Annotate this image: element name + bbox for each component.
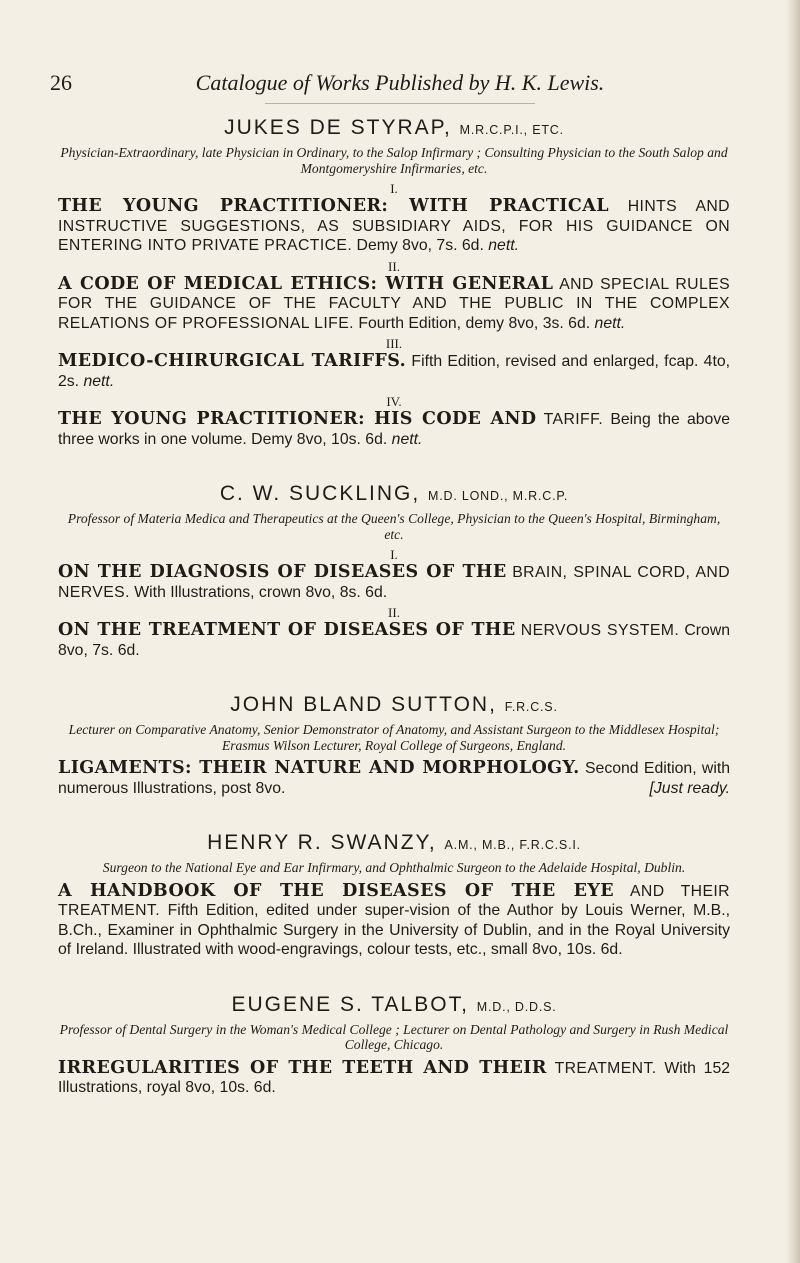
work-entry: [58, 197, 730, 256]
author-description: Lecturer on Comparative Anatomy, Senior Demonstrator of Anatomy, and Assistant Surgeon to the Middlesex Hospital; Erasmus Wilson Lecturer, Royal College of Surgeons, England.: [68, 722, 720, 753]
work-title: A CODE OF MEDICAL ETHICS: WITH GENERAL: [58, 273, 554, 294]
work-numeral: III.: [385, 336, 403, 351]
work-numeral: II.: [388, 258, 400, 274]
work-subtitle: TREATMENT.: [554, 1059, 657, 1077]
author-name-text: JUKES DE STYRAP,: [224, 116, 452, 139]
work-entry: [58, 621, 730, 660]
author-name: [58, 990, 730, 1022]
work-subtitle: AND THEIR TREATMENT.: [58, 882, 730, 919]
author-section: [58, 690, 730, 798]
catalogue-entries: [58, 113, 730, 1098]
work-entry: [58, 410, 730, 449]
work-numeral: I.: [390, 181, 398, 196]
work-note: [Just ready.: [649, 779, 730, 797]
work-note: nett.: [594, 314, 626, 332]
author-name: [58, 828, 730, 860]
work-edition-price: Being the above three works in one volume. Demy 8vo, 10s. 6d.: [58, 411, 731, 448]
work-entry: [58, 563, 730, 602]
work-edition-price: Fourth Edition, demy 8vo, 3s. 6d.: [358, 314, 591, 332]
work-note: nett.: [488, 237, 519, 254]
running-title: Catalogue of Works Published by H. K. Lewis.: [195, 70, 605, 95]
work-note: nett.: [83, 372, 115, 390]
author-name-text: C. W. SUCKLING,: [219, 482, 421, 505]
work-edition-price: Demy 8vo, 7s. 6d.: [356, 237, 484, 254]
author-credentials: A.M., M.B., F.R.C.S.I.: [444, 838, 581, 852]
author-name-text: JOHN BLAND SUTTON,: [230, 693, 497, 716]
author-description: Professor of Materia Medica and Therapeutics at the Queen's College, Physician to the Queen's Hospital, Birmingham, etc.: [67, 511, 721, 542]
work-title: ON THE DIAGNOSIS OF DISEASES OF THE: [58, 562, 507, 582]
work-entry: [58, 352, 730, 391]
section-spacer: [58, 449, 730, 479]
author-credentials: F.R.C.S.: [504, 700, 558, 714]
author-section: [58, 990, 730, 1098]
work-numeral: I.: [390, 547, 398, 562]
work-entry: [58, 759, 730, 798]
work-title: A HANDBOOK OF THE DISEASES OF THE EYE: [58, 880, 614, 901]
work-title: THE YOUNG PRACTITIONER: HIS CODE AND: [58, 409, 537, 429]
work-edition-price: With 152 Illustrations, royal 8vo, 10s. 6d.: [58, 1059, 731, 1096]
author-description: Surgeon to the National Eye and Ear Infirmary, and Ophthalmic Surgeon to the Adelaide Hospital, Dublin.: [102, 860, 686, 875]
section-spacer: [58, 960, 730, 990]
work-entry: [58, 275, 730, 334]
section-spacer: [58, 660, 730, 690]
work-numeral: II.: [388, 605, 400, 620]
work-title: LIGAMENTS: THEIR NATURE AND MORPHOLOGY.: [58, 758, 580, 778]
work-edition-price: With Illustrations, crown 8vo, 8s. 6d.: [134, 583, 388, 601]
work-numeral: IV.: [386, 394, 402, 409]
author-name: [58, 690, 730, 722]
work-subtitle: HINTS AND INSTRUCTIVE SUGGESTIONS, AS SUBSIDIARY AIDS, FOR HIS GUIDANCE ON ENTERING INTO PRIVATE PRACTICE.: [58, 198, 730, 254]
work-edition-price: Second Edition, with numerous Illustrations, post 8vo.: [58, 760, 731, 797]
author-section: [58, 479, 730, 660]
header-rule: [265, 103, 535, 104]
author-description: Professor of Dental Surgery in the Woman's Medical College ; Lecturer on Dental Pathology and Surgery in Rush Medical College, Chicago.: [59, 1021, 729, 1052]
work-edition-price: Fifth Edition, edited under super-vision of the Author by Louis Werner, M.B., B.Ch., Examiner in Ophthalmic Surgery in the University of Dublin, and in the Royal University of Ireland. Illustrated with wood-engravings, colour tests, etc., small 8vo, 10s. 6d.: [58, 902, 730, 958]
work-subtitle: AND SPECIAL RULES FOR THE GUIDANCE OF THE FACULTY AND THE PUBLIC IN THE COMPLEX RELATIONS OF PROFESSIONAL LIFE.: [58, 275, 731, 332]
author-credentials: M.R.C.P.I., ETC.: [459, 123, 564, 137]
work-subtitle: TARIFF.: [543, 411, 604, 428]
author-credentials: M.D., D.D.S.: [476, 999, 557, 1014]
work-subtitle: NERVOUS SYSTEM.: [520, 622, 680, 639]
work-note: nett.: [391, 430, 423, 448]
author-section: [58, 113, 730, 449]
work-edition-price: Fifth Edition, revised and enlarged, fcap. 4to, 2s.: [58, 353, 731, 390]
author-name: [58, 479, 730, 511]
work-title: ON THE TREATMENT OF DISEASES OF THE: [58, 620, 516, 640]
work-edition-price: Crown 8vo, 7s. 6d.: [58, 622, 731, 659]
page-header: [50, 70, 750, 100]
work-entry: [58, 1059, 730, 1098]
page-edge-shadow: [786, 0, 800, 1263]
author-name-text: EUGENE S. TALBOT,: [231, 992, 469, 1016]
work-subtitle: BRAIN, SPINAL CORD, AND NERVES.: [58, 564, 730, 601]
author-section: [58, 828, 730, 960]
page-number: 26: [50, 70, 72, 95]
work-entry: [58, 882, 730, 960]
author-name: [58, 113, 730, 145]
work-title: THE YOUNG PRACTITIONER: WITH PRACTICAL: [58, 196, 609, 216]
work-title: MEDICO-CHIRURGICAL TARIFFS.: [58, 351, 407, 371]
author-credentials: M.D. LOND., M.R.C.P.: [428, 489, 569, 503]
work-title: IRREGULARITIES OF THE TEETH AND THEIR: [58, 1057, 547, 1078]
author-description: Physician-Extraordinary, late Physician in Ordinary, to the Salop Infirmary ; Consulting Physician to the South Salop and Montgomeryshire Infirmaries, etc.: [60, 145, 728, 176]
section-spacer: [58, 798, 730, 828]
author-name-text: HENRY R. SWANZY,: [207, 831, 437, 854]
